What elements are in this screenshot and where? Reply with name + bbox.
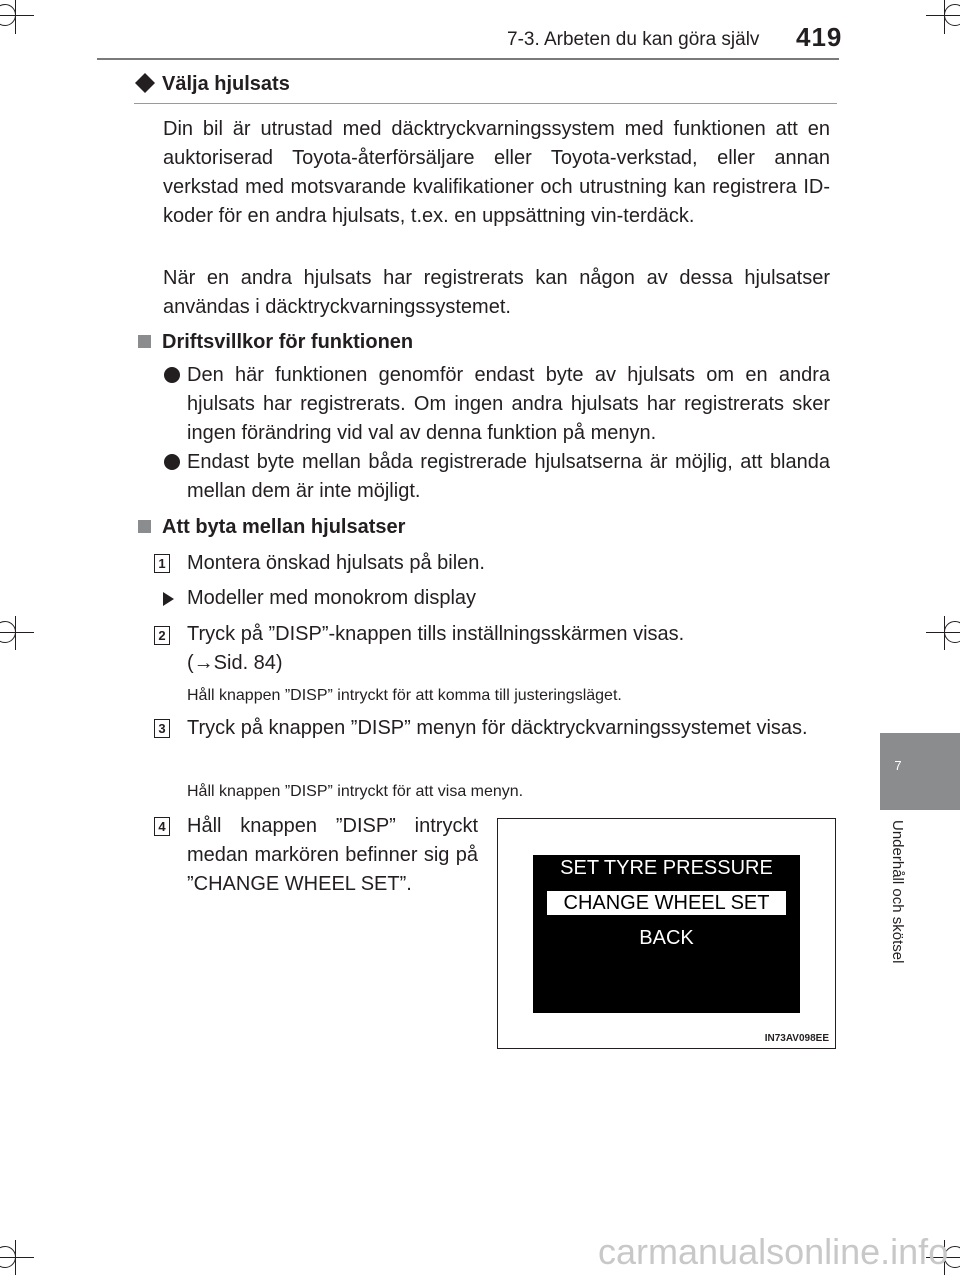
square-bullet-icon <box>138 520 151 533</box>
intro-paragraph: Din bil är utrustad med däcktryckvarningssystem med funktionen att en auktoriserad Toyota-återförsäljare eller Toyota-verkstad, eller annan verkstad med motsvarande kvalifikationer och utrustning kan registrera ID-koder för en andra hjulsats, t.ex. en uppsättning vin-terdäck. <box>163 118 830 227</box>
step-text: Tryck på knappen ”DISP” menyn för däcktryckvarningssystemet visas. <box>187 717 808 739</box>
step-text: Håll knappen ”DISP” intryckt medan markören befinner sig på ”CHANGE WHEEL SET”. <box>187 815 478 895</box>
conditions-heading-text: Driftsvillkor för funktionen <box>162 331 414 353</box>
model-note: Modeller med monokrom display <box>187 587 477 609</box>
menu-item-set-tyre-pressure: SET TYRE PRESSURE <box>560 857 773 879</box>
page-number: 419 <box>796 22 843 52</box>
bullet-item: Endast byte mellan båda registrerade hjulsatserna är möjlig, att blanda mellan dem är inte möjligt. <box>187 451 830 502</box>
step-number: 1 <box>154 554 170 573</box>
diamond-icon <box>134 72 156 94</box>
multi-info-display <box>533 855 800 1013</box>
crop-circle <box>944 621 960 643</box>
chapter-label <box>880 820 916 1020</box>
crop-circle <box>0 1246 16 1268</box>
switching-heading <box>138 516 405 539</box>
running-header: 7-3. Arbeten du kan göra själv <box>507 29 760 50</box>
step-text: Montera önskad hjulsats på bilen. <box>187 552 485 574</box>
chapter-label-text: Underhåll och skötsel <box>889 820 906 964</box>
chapter-number: 7 <box>894 758 902 773</box>
bullet-icon <box>164 367 180 383</box>
crop-circle <box>0 4 16 26</box>
step-number: 2 <box>154 626 170 645</box>
display-figure <box>497 818 836 1049</box>
bullet-item: Den här funktionen genomför endast byte av hjulsats om en andra hjulsats har registrerats. Om ingen andra hjulsats har registrerats sker ingen förändring vid val av denna funktion på menyn. <box>187 364 830 444</box>
menu-item-change-wheel-set: CHANGE WHEEL SET <box>547 891 786 915</box>
step-note: Håll knappen ”DISP” intryckt för att komma till justeringsläget. <box>187 687 622 704</box>
figure-code: IN73AV098EE <box>764 1033 829 1044</box>
triangle-icon <box>163 592 174 606</box>
step-note: Håll knappen ”DISP” intryckt för att visa menyn. <box>187 783 524 800</box>
menu-item-back: BACK <box>639 927 694 949</box>
conditions-heading <box>138 331 413 354</box>
section-rule <box>134 103 837 104</box>
square-bullet-icon <box>138 335 151 348</box>
header-rule <box>97 58 839 60</box>
crop-circle <box>944 4 960 26</box>
bullet-icon <box>164 454 180 470</box>
intro-paragraph: När en andra hjulsats har registrerats kan någon av dessa hjulsatser användas i däcktryckvarningssystemet. <box>163 267 830 318</box>
switching-heading-text: Att byta mellan hjulsatser <box>162 516 406 538</box>
step-number: 3 <box>154 719 170 738</box>
step-number: 4 <box>154 817 170 836</box>
chapter-tab <box>880 733 960 810</box>
section-heading: Välja hjulsats <box>162 73 290 95</box>
watermark: carmanualsonline.info <box>598 1231 949 1272</box>
crop-circle <box>0 621 16 643</box>
step-text: Tryck på ”DISP”-knappen tills inställningsskärmen visas. (→Sid. 84) <box>187 623 685 674</box>
